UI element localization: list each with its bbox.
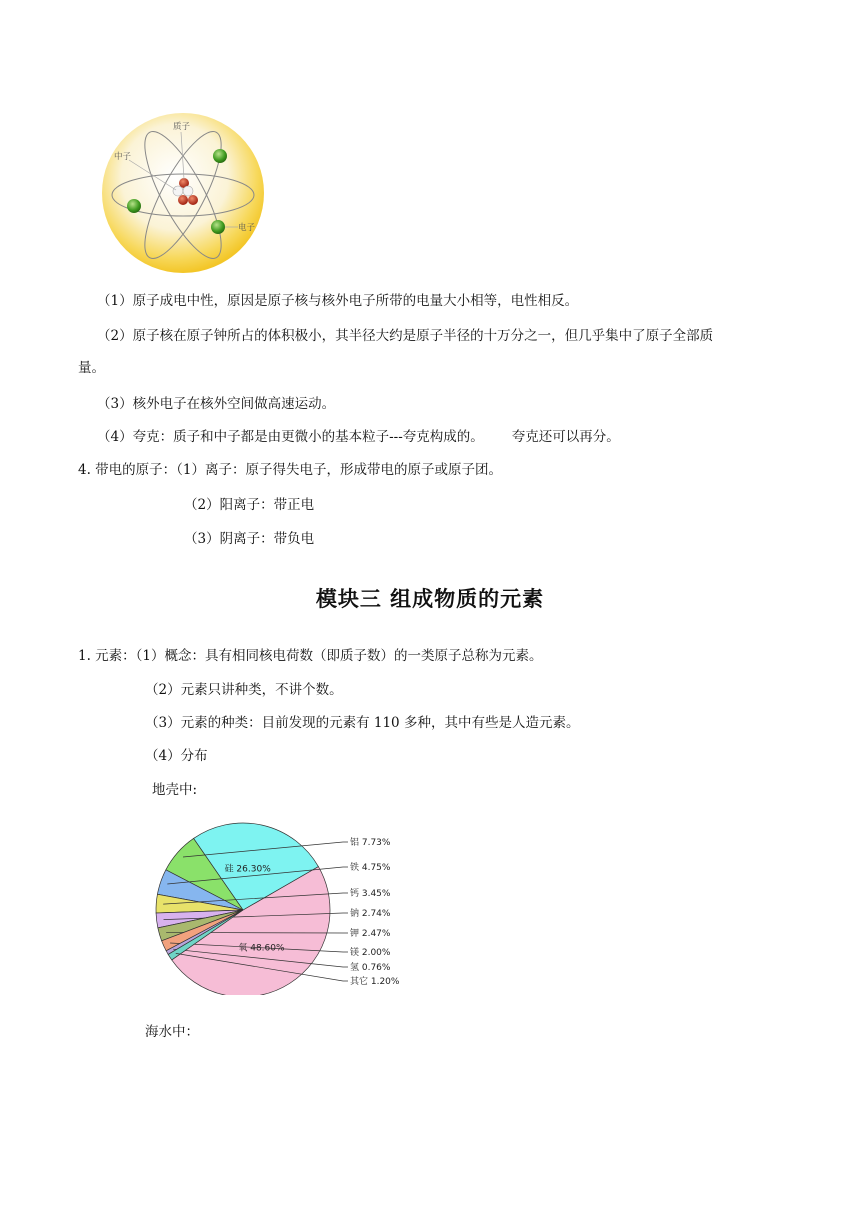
quark-note: （4）夸克：质子和中子都是由更微小的基本粒子---夸克构成的。 [97,429,484,445]
electron [213,149,227,163]
sea-label: 海水中： [145,1024,199,1040]
cation-line: （2）阳离子：带正电 [184,497,315,513]
electron [127,199,141,213]
pie-slice-label: 氢 0.76% [350,963,391,973]
element-kinds-only: （2）元素只讲种类，不讲个数。 [145,682,343,698]
atom-note-1: （1）原子成电中性，原因是原子核与核外电子所带的电量大小相等，电性相反。 [97,293,579,309]
pie-slice-label: 钙 3.45% [350,889,391,899]
pie-slice-label: 钠 2.74% [350,909,391,919]
pie-slice-label: 镁 2.00% [350,948,391,958]
pie-slice-label: 氧 48.60% [238,943,285,954]
atom-model-figure [100,110,268,275]
atom-note-2: （2）原子核在原子钟所占的体积极小，其半径大约是原子半径的十万分之一，但几乎集中了原子全部质 [97,328,714,344]
pie-slice-label: 其它 1.20% [350,977,400,987]
electron [211,220,225,234]
atom-note-3: （3）核外电子在核外空间做高速运动。 [97,396,336,412]
neutron-label: 中子 [114,152,132,162]
pie-slice-label: 铁 4.75% [350,863,391,873]
electron-label: 电子 [238,223,256,233]
element-count: （3）元素的种类：目前发现的元素有 110 多种，其中有些是人造元素。 [145,715,580,731]
atom-note-2-continued: 量。 [78,360,105,376]
atom-note-4 [97,428,620,446]
pie-slice-label: 钾 2.47% [350,929,391,939]
quark-note-tail: 夸克还可以再分。 [511,429,620,445]
crust-label: 地壳中: [152,782,198,798]
element-concept: 1. 元素：（1）概念：具有相同核电荷数（即质子数）的一类原子总称为元素。 [78,648,543,664]
proton-label: 质子 [173,122,191,132]
pie-slice-label: 硅 26.30% [224,864,271,875]
ion-intro: 4. 带电的原子：（1）离子：原子得失电子，形成带电的原子或原子团。 [78,462,503,478]
anion-line: （3）阴离子：带负电 [184,531,315,547]
crust-composition-pie-chart [140,815,410,995]
atom-background [102,113,264,273]
element-distribution: （4）分布 [145,748,208,764]
pie-slice-label: 铝 7.73% [350,838,391,848]
module-title: 模块三 组成物质的元素 [315,587,545,611]
